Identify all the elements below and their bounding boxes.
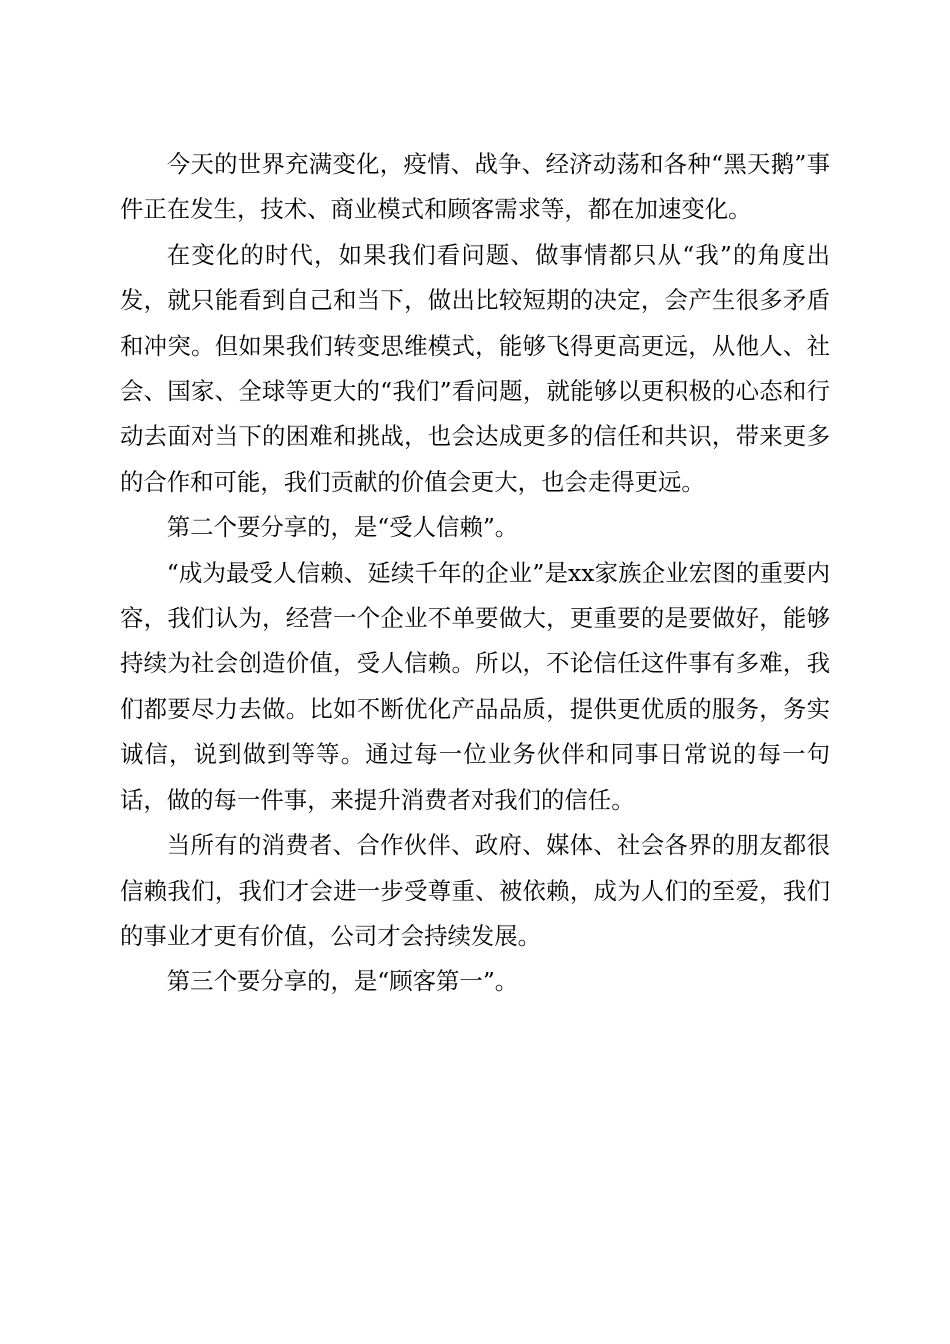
paragraph-world-change: 今天的世界充满变化，疫情、战争、经济动荡和各种“黑天鹅”事件正在发生，技术、商业模式和顾客需求等，都在加速变化。 [120,150,830,224]
document-body [120,142,830,1005]
paragraph-third-topic-heading: 第三个要分享的，是“顾客第一”。 [166,967,519,996]
paragraph-we-perspective: 在变化的时代，如果我们看问题、做事情都只从“我”的角度出发，就只能看到自己和当下，做出比较短期的决定，会产生很多矛盾和冲突。但如果我们转变思维模式，能够飞得更高更远，从他人、社会、国家、全球等更大的“我们”看问题，就能够以更积极的心态和行动去面对当下的困难和挑战，也会达成更多的信任和共识，带来更多的合作和可能，我们贡献的价值会更大，也会走得更远。 [120,240,830,496]
paragraph-trust-outcome: 当所有的消费者、合作伙伴、政府、媒体、社会各界的朋友都很信赖我们，我们才会进一步受尊重、被依赖，成为人们的至爱，我们的事业才更有价值，公司才会持续发展。 [120,831,830,950]
paragraph-second-topic-heading: 第二个要分享的，是“受人信赖”。 [166,513,519,542]
paragraph-trust-content: “成为最受人信赖、延续千年的企业”是xx家族企业宏图的重要内容，我们认为，经营一个企业不单要做大，更重要的是要做好，能够持续为社会创造价值，受人信赖。所以，不论信任这件事有多难，我们都要尽力去做。比如不断优化产品品质，提供更优质的服务，务实诚信，说到做到等等。通过每一位业务伙伴和同事日常说的每一句话，做的每一件事，来提升消费者对我们的信任。 [120,558,830,814]
